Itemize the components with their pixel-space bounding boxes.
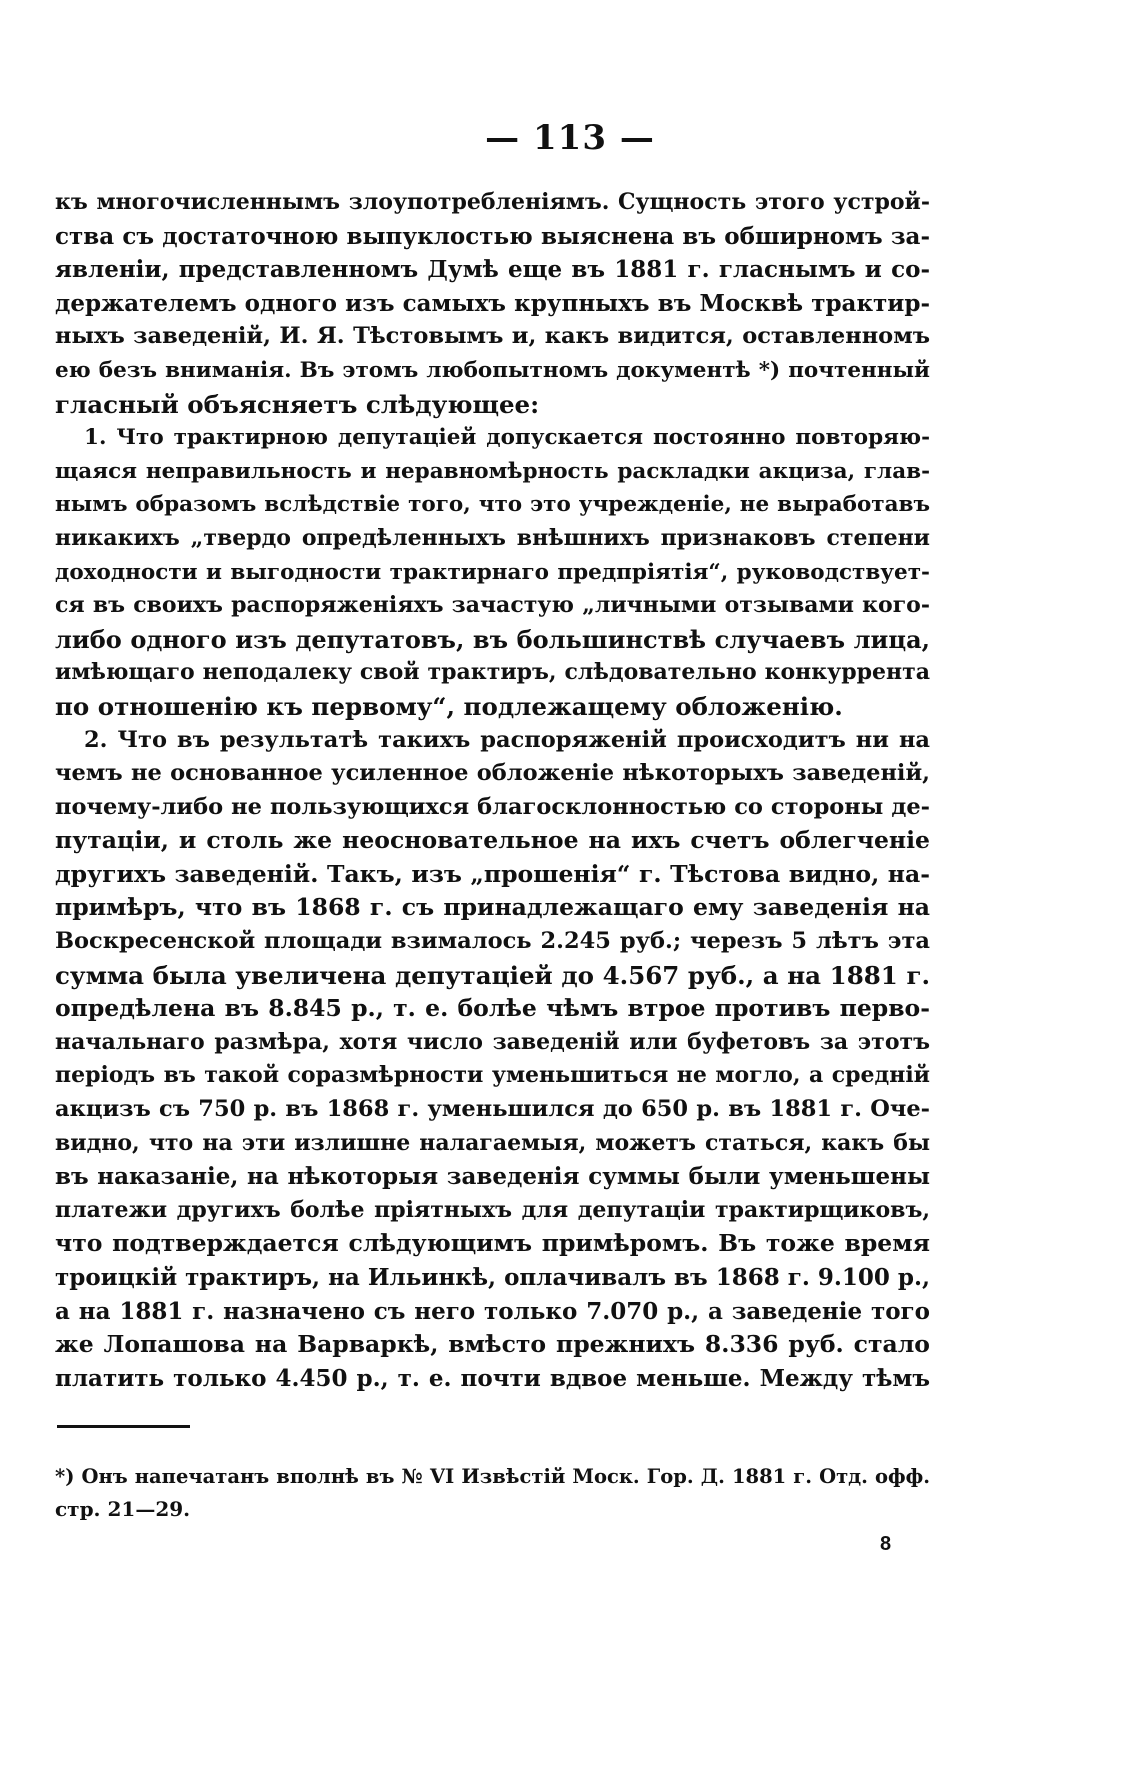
text-line: явленіи, представленномъ Думѣ еще въ 1881 г. гласнымъ и со-: [55, 256, 930, 284]
text-line: гласный объясняетъ слѣдующее:: [55, 389, 540, 419]
footnote: [55, 1461, 930, 1525]
text-line: же Лопашова на Варваркѣ, вмѣсто прежнихъ 8.336 руб. стало: [55, 1330, 930, 1359]
list-item-2-start: 2. Что въ результатѣ такихъ распоряженій происходитъ ни на: [84, 726, 930, 753]
text-line: Воскресенской площади взималось 2.245 руб.; черезъ 5 лѣтъ эта: [55, 928, 930, 955]
text-line: никакихъ „твердо опредѣленныхъ внѣшнихъ признаковъ степени: [55, 524, 930, 551]
text-line: въ наказаніе, на нѣкоторыя заведенія суммы были уменьшены: [55, 1163, 930, 1191]
text-line: нымъ образомъ вслѣдствіе того, что это учрежденіе, не выработавъ: [55, 492, 930, 518]
footnote-line: *) Онъ напечатанъ вполнѣ въ № VI Извѣстій Моск. Гор. Д. 1881 г. Отд. офф.: [55, 1465, 930, 1488]
text-line: путаціи, и столь же неосновательное на ихъ счетъ облегченіе: [55, 826, 930, 855]
text-line: что подтверждается слѣдующимъ примѣромъ. Въ тоже время: [55, 1229, 930, 1258]
text-line: ею безъ вниманія. Въ этомъ любопытномъ документѣ *) почтенный: [55, 357, 930, 383]
text-line: держателемъ одного изъ самыхъ крупныхъ въ Москвѣ трактир-: [55, 289, 930, 317]
body-text: [55, 186, 930, 1395]
text-line: ныхъ заведеній, И. Я. Тѣстовымъ и, какъ видится, оставленномъ: [55, 323, 930, 350]
text-line: ства съ достаточною выпуклостью выяснена въ обширномъ за-: [55, 222, 930, 250]
footnote-line: стр. 21—29.: [55, 1497, 191, 1521]
text-line: доходности и выгодности трактирнаго предпріятія“, руководствует-: [55, 559, 930, 585]
footnote-divider: [57, 1425, 190, 1428]
text-line: щаяся неправильность и неравномѣрность раскладки акциза, глав-: [55, 458, 930, 484]
text-line: платежи другихъ болѣе пріятныхъ для депутаціи трактирщиковъ,: [55, 1196, 930, 1223]
text-line: акцизъ съ 750 р. въ 1868 г. уменьшился до 650 р. въ 1881 г. Оче-: [55, 1096, 930, 1123]
text-line: періодъ въ такой соразмѣрности уменьшиться не могло, а средній: [55, 1062, 930, 1089]
text-line: почему-либо не пользующихся благосклонностью со стороны де-: [55, 793, 930, 820]
text-line: начальнаго размѣра, хотя число заведеній или буфетовъ за этотъ: [55, 1028, 930, 1055]
text-line: а на 1881 г. назначено съ него только 7.070 р., а заведеніе того: [55, 1297, 930, 1325]
text-line: видно, что на эти излишне налагаемыя, можетъ статься, какъ бы: [55, 1129, 930, 1156]
text-line: чемъ не основанное усиленное обложеніе нѣкоторыхъ заведеній,: [55, 760, 930, 787]
text-line: по отношенію къ первому“, подлежащему обложенію.: [55, 691, 843, 721]
list-item-1-start: 1. Что трактирною депутаціей допускается постоянно повторяю-: [84, 425, 930, 451]
text-line: либо одного изъ депутатовъ, въ большинствѣ случаевъ лица,: [55, 624, 930, 654]
signature-mark: 8: [880, 1533, 892, 1555]
text-line: имѣющаго неподалеку свой трактиръ, слѣдовательно конкуррента: [55, 659, 930, 686]
text-line: примѣръ, что въ 1868 г. съ принадлежащаго ему заведенія на: [55, 893, 930, 922]
text-line: платить только 4.450 р., т. е. почти вдвое меньше. Между тѣмъ: [55, 1364, 930, 1392]
page-number: — 113 —: [485, 118, 655, 158]
text-line: другихъ заведеній. Такъ, изъ „прошенія“ г. Тѣстова видно, на-: [55, 859, 930, 888]
text-line: къ многочисленнымъ злоупотребленіямъ. Сущность этого устрой-: [55, 189, 930, 215]
text-line: троицкій трактиръ, на Ильинкѣ, оплачивалъ въ 1868 г. 9.100 р.,: [55, 1264, 930, 1291]
text-line: опредѣлена въ 8.845 р., т. е. болѣе чѣмъ втрое противъ перво-: [55, 994, 930, 1023]
text-line: ся въ своихъ распоряженіяхъ зачастую „личными отзывами кого-: [55, 592, 930, 619]
text-line: сумма была увеличена депутаціей до 4.567 руб., а на 1881 г.: [55, 960, 930, 990]
